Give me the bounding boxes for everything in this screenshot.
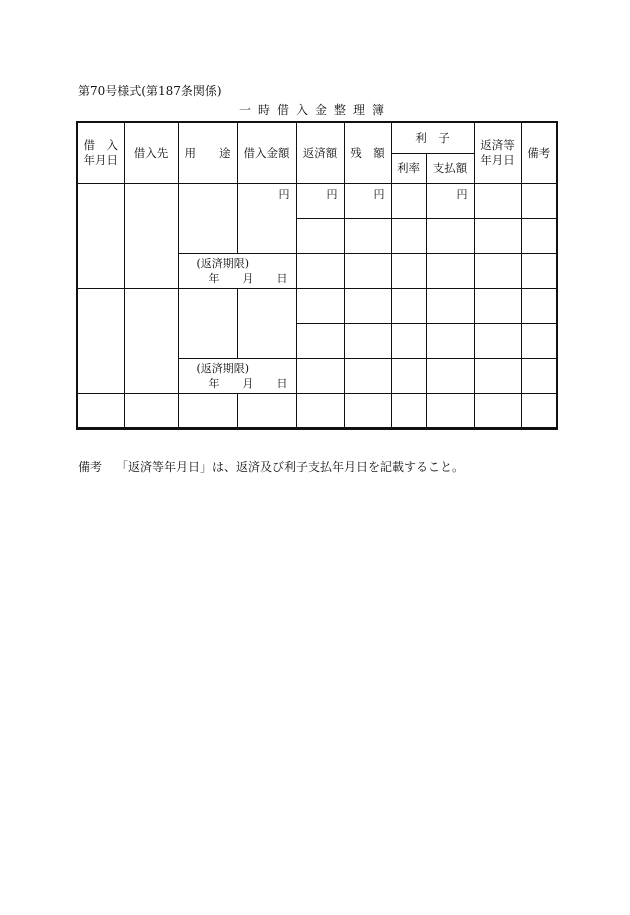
cell-rate[interactable] [391,183,426,218]
cell-rate[interactable] [391,393,426,428]
cell-repaid[interactable] [296,218,344,253]
cell-paid[interactable]: 円 [426,183,474,218]
cell-paid[interactable] [426,218,474,253]
cell-balance[interactable] [344,218,391,253]
borrowing-ledger-table [76,121,558,430]
cell-amount[interactable] [237,288,296,358]
cell-repaid[interactable]: 円 [296,183,344,218]
cell-borrow-date[interactable] [77,288,124,393]
cell-repaid[interactable] [296,288,344,323]
cell-repay-date[interactable] [474,253,521,288]
note-label: 備考 [78,460,103,474]
form-number-label: 第70号様式(第187条関係) [78,84,222,98]
cell-repay-date[interactable] [474,393,521,428]
header-lender: 借入先 [124,122,178,183]
cell-paid[interactable] [426,253,474,288]
header-repay-date: 返済等 年月日 [474,122,521,183]
cell-paid[interactable] [426,288,474,323]
repayment-deadline-cell[interactable]: (返済期限) 年 月 日 [178,253,296,288]
cell-purpose[interactable] [178,393,237,428]
cell-balance[interactable] [344,288,391,323]
cell-paid[interactable] [426,393,474,428]
cell-remarks[interactable] [521,288,557,323]
header-paid: 支払額 [426,153,474,183]
cell-rate[interactable] [391,218,426,253]
header-balance: 残 額 [344,122,391,183]
remarks-note [78,458,464,475]
cell-remarks[interactable] [521,183,557,218]
header-interest: 利 子 [391,122,474,153]
cell-balance[interactable] [344,358,391,393]
header-amount: 借入金額 [237,122,296,183]
cell-remarks[interactable] [521,323,557,358]
cell-rate[interactable] [391,358,426,393]
cell-repaid[interactable] [296,253,344,288]
cell-amount[interactable] [237,393,296,428]
cell-remarks[interactable] [521,358,557,393]
cell-rate[interactable] [391,323,426,358]
cell-repaid[interactable] [296,393,344,428]
cell-balance[interactable] [344,393,391,428]
cell-balance[interactable]: 円 [344,183,391,218]
cell-repay-date[interactable] [474,183,521,218]
cell-borrow-date[interactable] [77,183,124,288]
header-purpose: 用 途 [178,122,237,183]
cell-rate[interactable] [391,288,426,323]
header-borrow-date: 借 入 年月日 [77,122,124,183]
cell-rate[interactable] [391,253,426,288]
header-remarks: 備考 [521,122,557,183]
cell-lender[interactable] [124,288,178,393]
cell-repaid[interactable] [296,358,344,393]
cell-repay-date[interactable] [474,323,521,358]
cell-purpose[interactable] [178,183,237,253]
cell-repay-date[interactable] [474,358,521,393]
header-repaid: 返済額 [296,122,344,183]
cell-repay-date[interactable] [474,218,521,253]
cell-lender[interactable] [124,183,178,288]
cell-balance[interactable] [344,323,391,358]
cell-paid[interactable] [426,323,474,358]
cell-repay-date[interactable] [474,288,521,323]
cell-repaid[interactable] [296,323,344,358]
cell-amount[interactable]: 円 [237,183,296,253]
cell-paid[interactable] [426,358,474,393]
repayment-deadline-cell[interactable]: (返済期限) 年 月 日 [178,358,296,393]
cell-lender[interactable] [124,393,178,428]
cell-remarks[interactable] [521,253,557,288]
cell-borrow-date[interactable] [77,393,124,428]
cell-balance[interactable] [344,253,391,288]
cell-purpose[interactable] [178,288,237,358]
note-text: 「返済等年月日」は、返済及び利子支払年月日を記載すること。 [116,460,465,474]
header-rate: 利率 [391,153,426,183]
cell-remarks[interactable] [521,393,557,428]
page-title: 一時借入金整理簿 [238,103,391,117]
cell-remarks[interactable] [521,218,557,253]
